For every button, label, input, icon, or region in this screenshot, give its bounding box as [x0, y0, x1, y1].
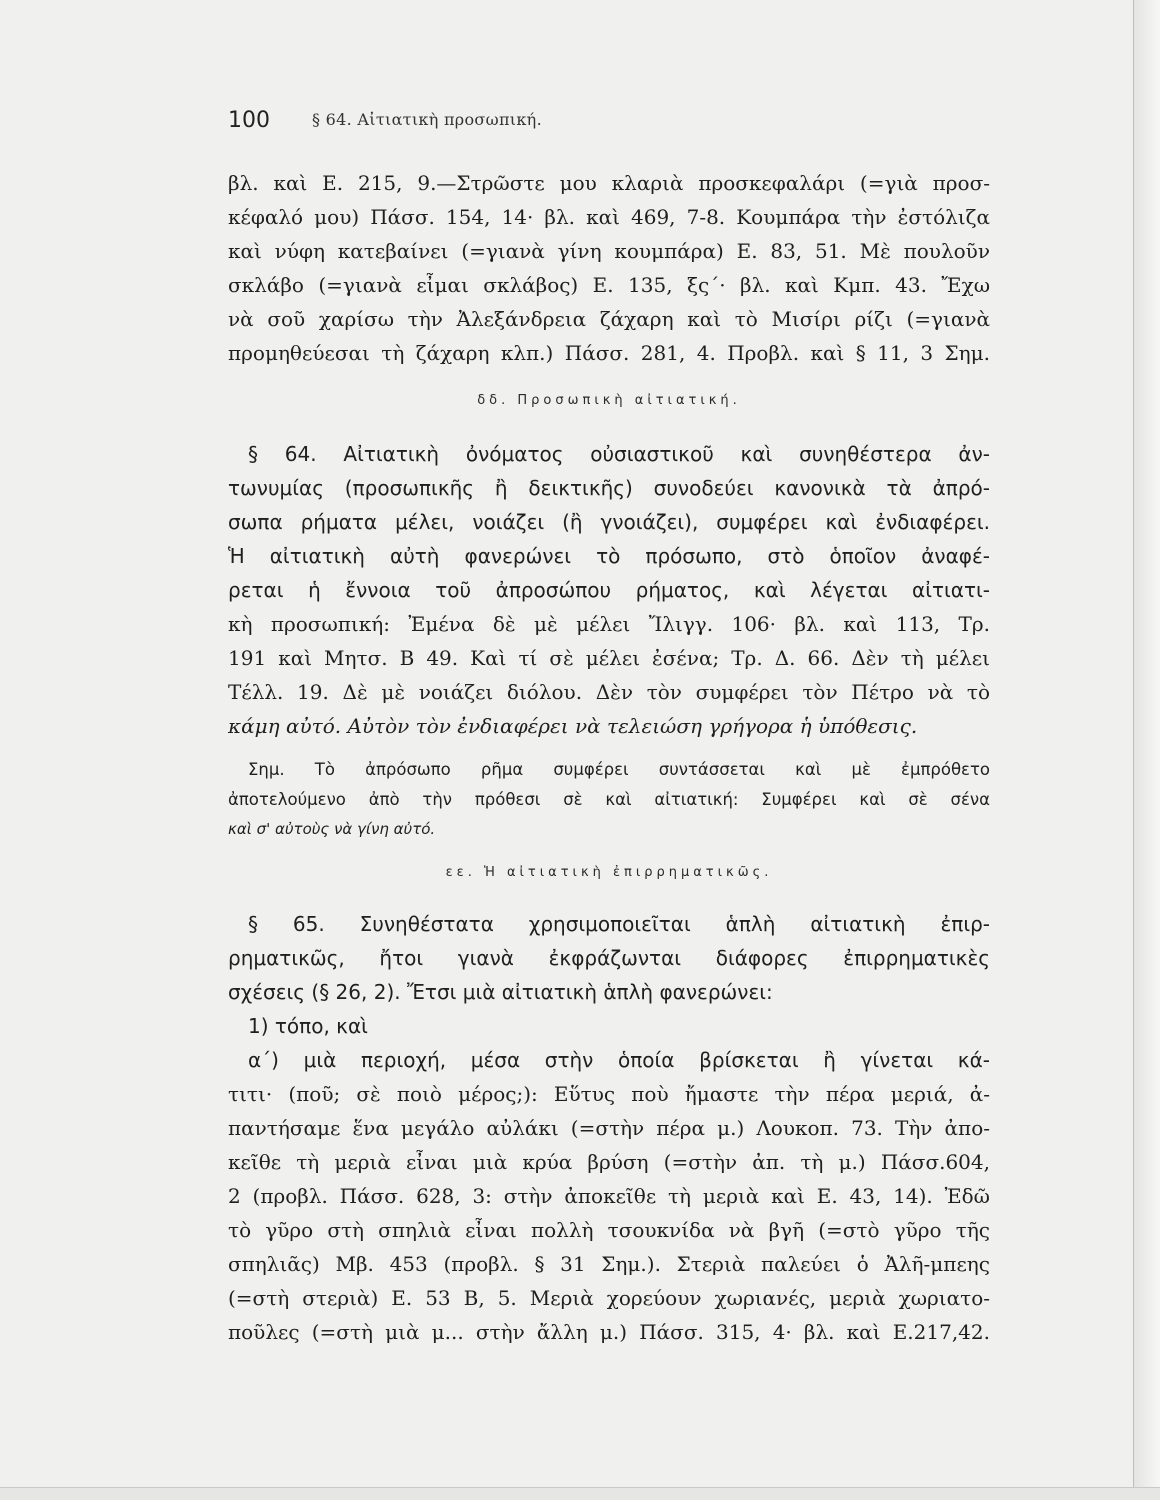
section-64-line: τωνυμίας (προσωπικῆς ἢ δεικτικῆς) συνοδεύει κανονικὰ τὰ ἀπρό-	[228, 476, 990, 500]
note-line: καὶ σ' αὐτοὺς νὰ γίνη αὐτό.	[228, 820, 436, 838]
section-heading-ee: εε. Ἡ αἰτιατικὴ ἐπιρρηματικῶς.	[445, 865, 773, 880]
section-65-line: 1) τόπο, καὶ	[248, 1014, 368, 1038]
section-64-line: σωπα ρήματα μέλει, νοιάζει (ἢ γνοιάζει), συμφέρει καὶ ἐνδιαφέρει.	[228, 510, 990, 534]
note-line: Σημ. Τὸ ἀπρόσωπο ρῆμα συμφέρει συντάσσεται καὶ μὲ ἐμπρόθετο	[248, 760, 990, 779]
section-64-line: Τέλλ. 19. Δὲ μὲ νοιάζει διόλου. Δὲν τὸν συμφέρει τὸν Πέτρο νὰ τὸ	[228, 680, 990, 704]
section-65-line: ρηματικῶς, ἤτοι γιανὰ ἐκφράζωνται διάφορες ἐπιρρηματικὲς	[228, 946, 990, 970]
page-edge-bottom	[0, 1487, 1160, 1500]
section-64-line: κὴ προσωπική: Ἐμένα δὲ μὲ μέλει Ἴλιγγ. 106· βλ. καὶ 113, Τρ.	[228, 612, 990, 636]
section-65-line: τιτι· (ποῦ; σὲ ποιὸ μέρος;): Εὕτυς ποὺ ἤμαστε τὴν πέρα μεριά, ἀ-	[228, 1082, 990, 1106]
section-65-line: (=στὴ στεριὰ) Ε. 53 Β, 5. Μεριὰ χορεύουν χωριανές, μεριὰ χωριατο-	[228, 1286, 990, 1310]
section-64-line: § 64. Αἰτιατικὴ ὀνόματος οὐσιαστικοῦ καὶ συνηθέστερα ἀν-	[248, 442, 990, 466]
body-line: νὰ σοῦ χαρίσω τὴν Ἀλεξάνδρεια ζάχαρη καὶ τὸ Μισίρι ρίζι (=γιανὰ	[228, 307, 990, 331]
section-64-line: Ἡ αἰτιατικὴ αὐτὴ φανερώνει τὸ πρόσωπο, στὸ ὁποῖον ἀναφέ-	[228, 544, 990, 568]
section-64-line: ρεται ἡ ἔννοια τοῦ ἀπροσώπου ρήματος, καὶ λέγεται αἰτιατι-	[228, 578, 990, 602]
section-65-line: § 65. Συνηθέστατα χρησιμοποιεῖται ἁπλὴ αἰτιατικὴ ἐπιρ-	[248, 912, 990, 936]
section-65-line: σπηλιᾶς) Μβ. 453 (προβλ. § 31 Σημ.). Στεριὰ παλεύει ὁ Ἀλῆ-μπεης	[228, 1252, 990, 1276]
note-line: ἀποτελούμενο ἀπὸ τὴν πρόθεσι σὲ καὶ αἰτιατική: Συμφέρει καὶ σὲ σένα	[228, 790, 990, 809]
body-line: καὶ νύφη κατεβαίνει (=γιανὰ γίνη κουμπάρα) Ε. 83, 51. Μὲ πουλοῦν	[228, 239, 990, 263]
section-65-line: 2 (προβλ. Πάσσ. 628, 3: στὴν ἀποκεῖθε τὴ μεριὰ καὶ Ε. 43, 14). Ἐδῶ	[228, 1184, 990, 1208]
section-heading-dd: δδ. Προσωπικὴ αἰτιατική.	[477, 393, 741, 408]
section-65-line: α΄) μιὰ περιοχή, μέσα στὴν ὁποία βρίσκεται ἢ γίνεται κά-	[248, 1048, 990, 1072]
page-number: 100	[228, 108, 270, 133]
body-line: κέφαλό μου) Πάσσ. 154, 14· βλ. καὶ 469, 7-8. Κουμπάρα τὴν ἐστόλιζα	[228, 205, 990, 229]
body-line: σκλάβο (=γιανὰ εἶμαι σκλάβος) Ε. 135, ξς΄· βλ. καὶ Κμπ. 43. Ἔχω	[228, 273, 990, 297]
page-edge-right	[1133, 0, 1160, 1500]
section-65-line: τὸ γῦρο στὴ σπηλιὰ εἶναι πολλὴ τσουκνίδα νὰ βγῆ (=στὸ γῦρο τῆς	[228, 1218, 990, 1242]
section-65-line: παντήσαμε ἕνα μεγάλο αὐλάκι (=στὴν πέρα μ.) Λουκοπ. 73. Τὴν ἀπο-	[228, 1116, 990, 1140]
running-head: § 64. Αἰτιατικὴ προσωπική.	[312, 110, 542, 129]
section-64-line: κάμη αὐτό. Αὐτὸν τὸν ἐνδιαφέρει νὰ τελειώση γρήγορα ἡ ὑπόθεσις.	[228, 714, 918, 738]
section-65-line: σχέσεις (§ 26, 2). Ἔτσι μιὰ αἰτιατικὴ ἁπλὴ φανερώνει:	[228, 980, 773, 1004]
section-64-line: 191 καὶ Μητσ. Β 49. Καὶ τί σὲ μέλει ἐσένα; Τρ. Δ. 66. Δὲν τὴ μέλει	[228, 646, 990, 670]
page-header	[228, 108, 990, 140]
section-65-line: κεῖθε τὴ μεριὰ εἶναι μιὰ κρύα βρύση (=στὴν ἀπ. τὴ μ.) Πάσσ.604,	[228, 1150, 990, 1174]
body-line: προμηθεύεσαι τὴ ζάχαρη κλπ.) Πάσσ. 281, 4. Προβλ. καὶ § 11, 3 Σημ.	[228, 341, 990, 365]
section-65-line: ποῦλες (=στὴ μιὰ μ... στὴν ἄλλη μ.) Πάσσ. 315, 4· βλ. καὶ Ε.217,42.	[228, 1320, 990, 1344]
body-line: βλ. καὶ Ε. 215, 9.—Στρῶστε μου κλαριὰ προσκεφαλάρι (=γιὰ προσ-	[228, 171, 990, 195]
